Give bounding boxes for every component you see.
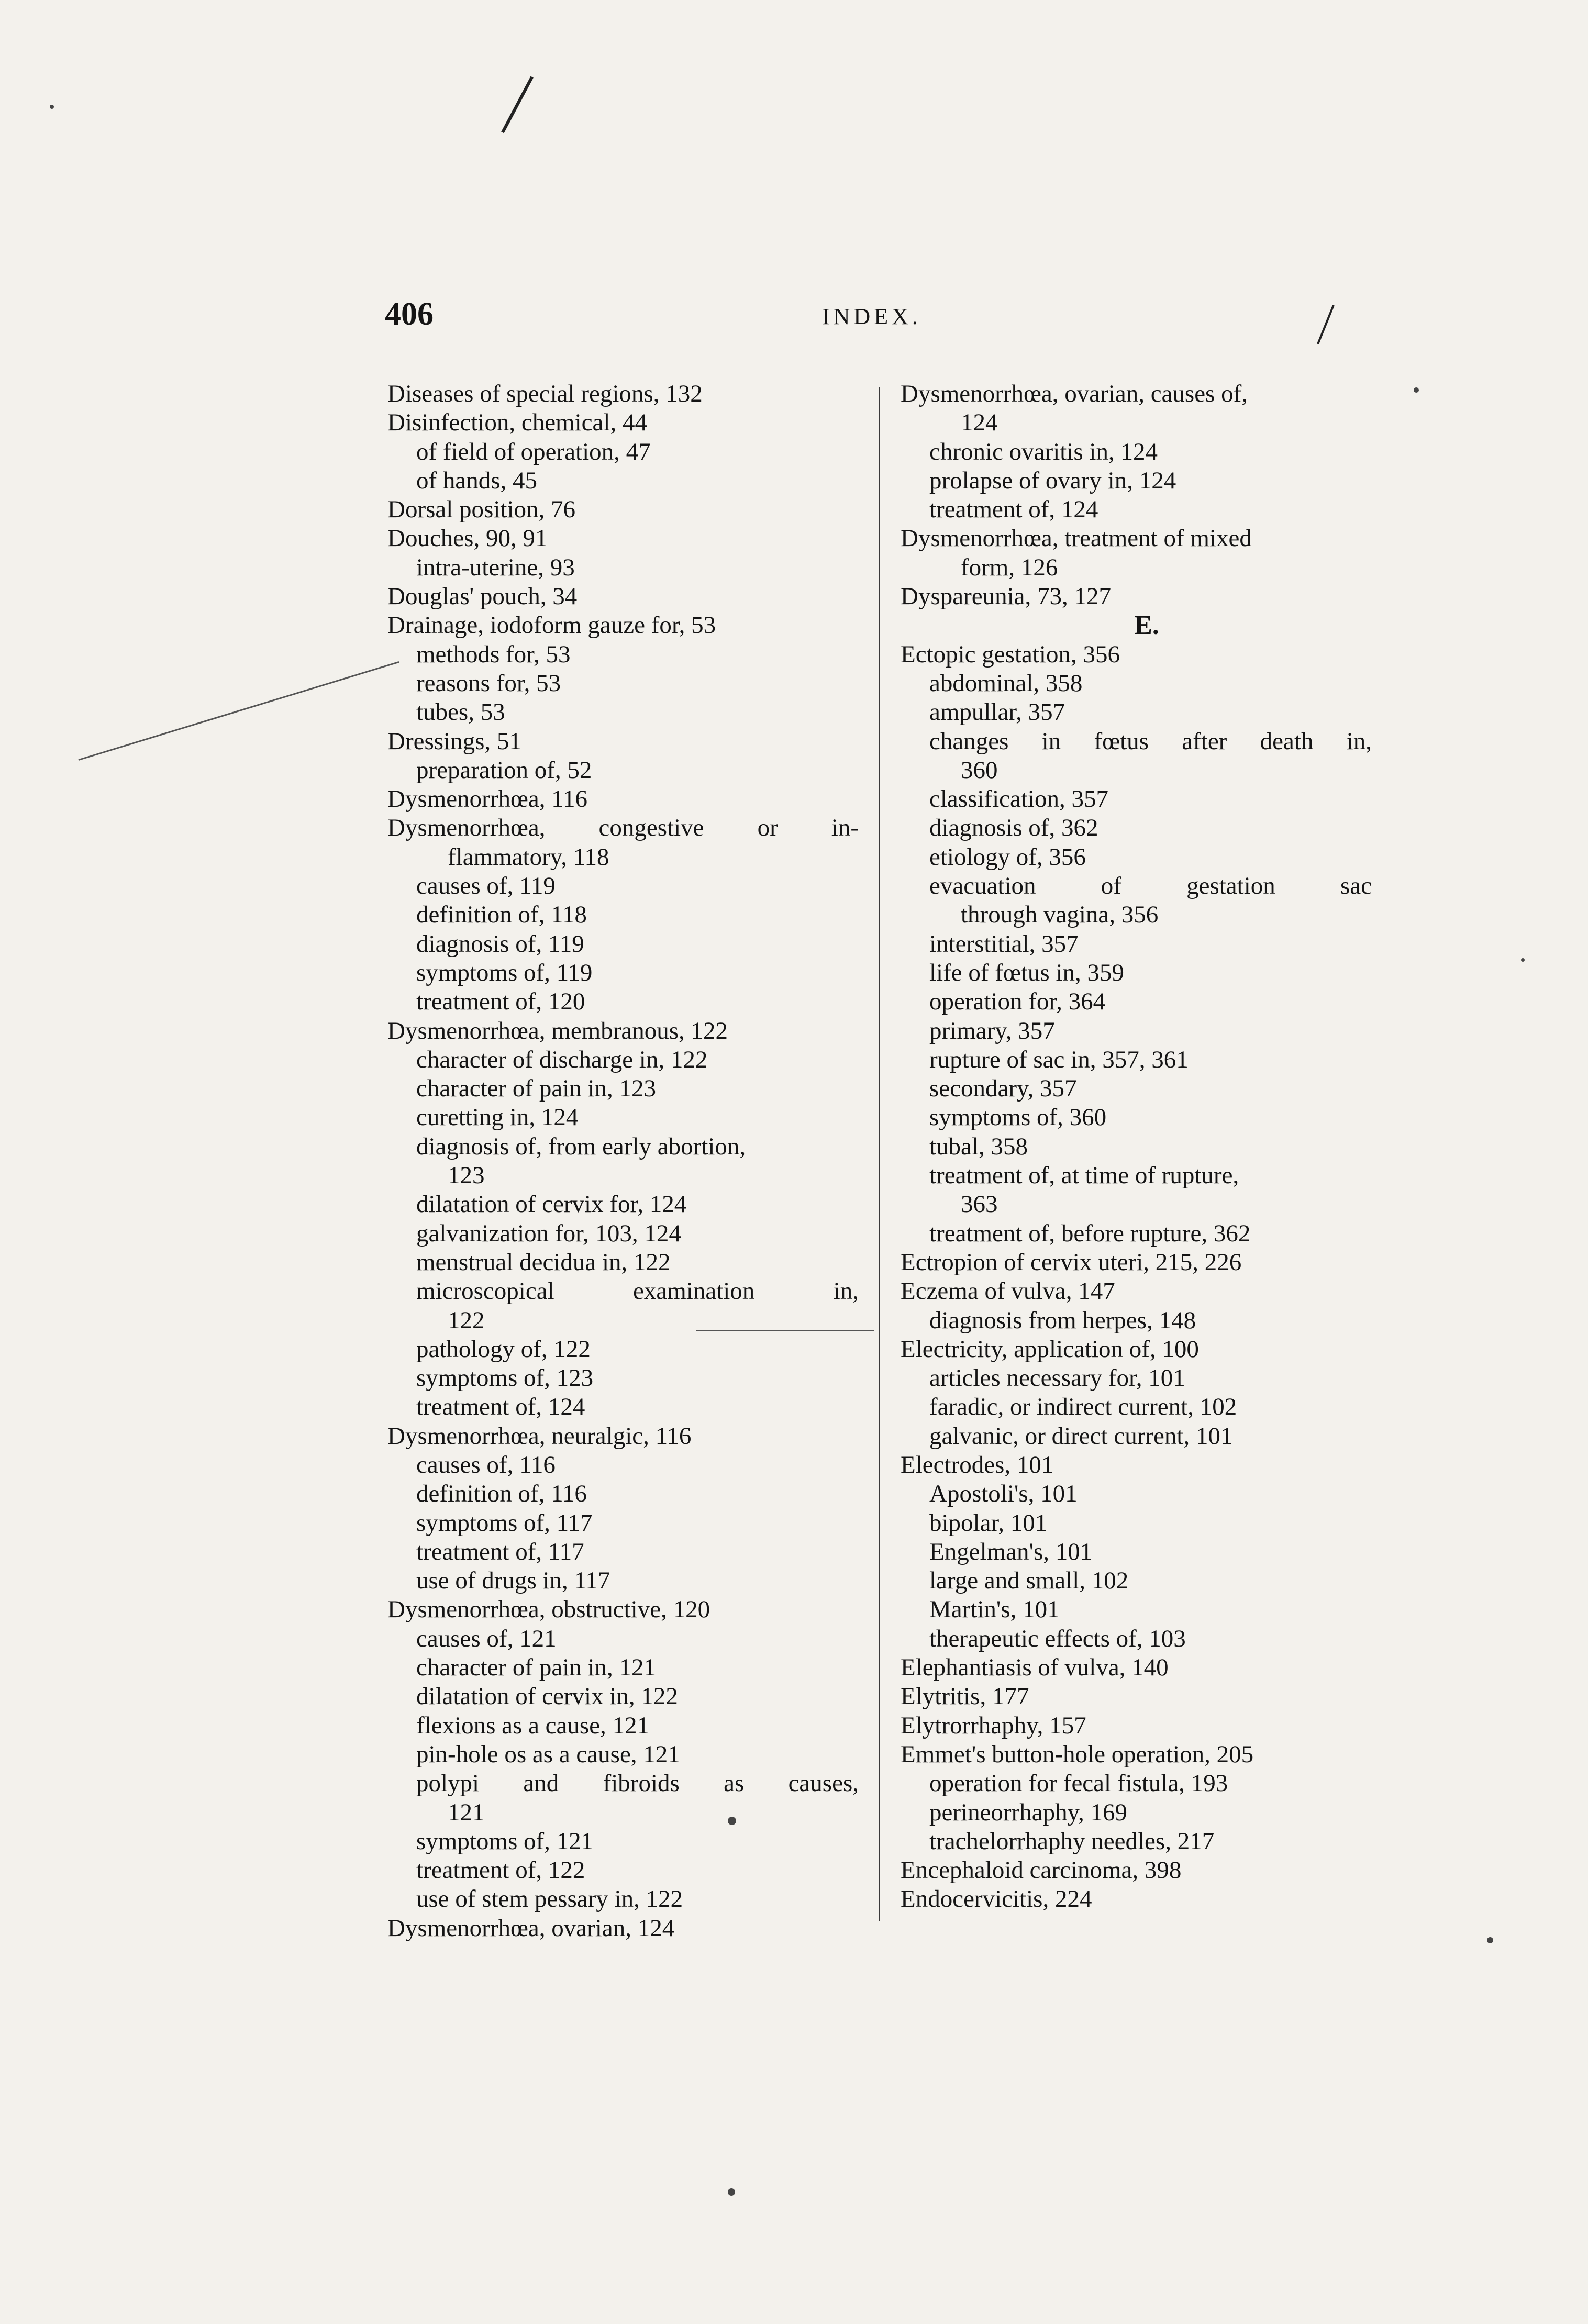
index-subentry: treatment of, before rupture, 362 xyxy=(929,1219,1251,1247)
index-subentry: 122 xyxy=(448,1306,485,1334)
index-subentry: tubes, 53 xyxy=(416,698,505,726)
page-number: 406 xyxy=(385,296,434,332)
index-subentry: character of pain in, 123 xyxy=(416,1075,657,1103)
index-entry: Electricity, application of, 100 xyxy=(901,1335,1199,1363)
index-entry: Elephantiasis of vulva, 140 xyxy=(901,1654,1169,1682)
index-entry: Dysmenorrhœa, 116 xyxy=(387,785,588,813)
index-entry: Douglas' pouch, 34 xyxy=(387,583,578,610)
index-subentry: of field of operation, 47 xyxy=(416,438,651,465)
index-subentry: diagnosis of, 119 xyxy=(416,930,584,958)
index-entry: Drainage, iodoform gauze for, 53 xyxy=(387,611,716,639)
index-entry: Emmet's button-hole operation, 205 xyxy=(901,1740,1254,1768)
index-entry: Diseases of special regions, 132 xyxy=(387,380,703,407)
index-subentry: rupture of sac in, 357, 361 xyxy=(929,1046,1189,1073)
index-entry: Elytrorrhaphy, 157 xyxy=(901,1711,1086,1739)
index-subentry: causes of, 116 xyxy=(416,1451,556,1478)
index-subentry: pathology of, 122 xyxy=(416,1335,591,1363)
index-subentry: flammatory, 118 xyxy=(448,843,609,871)
index-subentry: of hands, 45 xyxy=(416,466,538,494)
index-subentry: operation for fecal fistula, 193 xyxy=(929,1770,1228,1797)
index-subentry: treatment of, 122 xyxy=(416,1856,585,1884)
index-subentry: treatment of, 120 xyxy=(416,988,585,1016)
index-subentry: treatment of, 117 xyxy=(416,1538,584,1565)
index-subentry: character of discharge in, 122 xyxy=(416,1046,708,1073)
index-entry: Ectropion of cervix uteri, 215, 226 xyxy=(901,1248,1242,1276)
index-subentry: tubal, 358 xyxy=(929,1132,1028,1160)
index-column-left xyxy=(387,380,859,1943)
index-subentry: etiology of, 356 xyxy=(929,843,1086,871)
index-subentry: faradic, or indirect current, 102 xyxy=(929,1393,1237,1421)
index-subentry: symptoms of, 119 xyxy=(416,959,593,986)
index-subentry: Engelman's, 101 xyxy=(929,1538,1093,1565)
index-subentry: diagnosis from herpes, 148 xyxy=(929,1306,1196,1334)
index-subentry: pin-hole os as a cause, 121 xyxy=(416,1740,680,1768)
index-entry: Dysmenorrhœa, membranous, 122 xyxy=(387,1017,728,1044)
index-entry: Disinfection, chemical, 44 xyxy=(387,409,647,437)
index-subentry: polypi and fibroids as causes, xyxy=(416,1770,859,1797)
index-subentry: trachelorrhaphy needles, 217 xyxy=(929,1827,1215,1855)
index-subentry: articles necessary for, 101 xyxy=(929,1364,1185,1392)
index-entry: Dysmenorrhœa, treatment of mixed xyxy=(901,525,1252,552)
index-subentry: ampullar, 357 xyxy=(929,698,1065,726)
index-subentry: through vagina, 356 xyxy=(961,901,1159,929)
index-subentry: galvanic, or direct current, 101 xyxy=(929,1422,1233,1450)
scan-speck xyxy=(728,2188,735,2196)
scan-mark xyxy=(501,76,534,134)
index-entry: Dysmenorrhœa, ovarian, 124 xyxy=(387,1914,675,1942)
index-subentry: evacuation of gestation sac xyxy=(929,872,1372,900)
index-subentry: menstrual decidua in, 122 xyxy=(416,1248,671,1276)
scan-speck xyxy=(1414,387,1419,393)
index-entry: Endocervicitis, 224 xyxy=(901,1885,1092,1913)
scan-speck xyxy=(50,105,54,109)
index-entry: Dysmenorrhœa, ovarian, causes of, xyxy=(901,380,1248,407)
index-subentry: bipolar, 101 xyxy=(929,1509,1048,1537)
index-subentry: 363 xyxy=(961,1191,998,1218)
index-subentry: dilatation of cervix in, 122 xyxy=(416,1683,678,1710)
index-subentry: diagnosis of, 362 xyxy=(929,814,1098,842)
index-subentry: intra-uterine, 93 xyxy=(416,553,575,581)
index-subentry: perineorrhaphy, 169 xyxy=(929,1798,1128,1826)
index-subentry: life of fœtus in, 359 xyxy=(929,959,1125,986)
index-subentry: changes in fœtus after death in, xyxy=(929,727,1372,755)
index-column-right xyxy=(901,380,1372,1914)
index-subentry: dilatation of cervix for, 124 xyxy=(416,1191,687,1218)
index-subentry: 123 xyxy=(448,1162,485,1189)
index-subentry: treatment of, 124 xyxy=(416,1393,585,1421)
index-subentry: operation for, 364 xyxy=(929,988,1106,1016)
index-subentry: microscopical examination in, xyxy=(416,1277,859,1305)
index-entry: Dressings, 51 xyxy=(387,727,521,755)
index-entry: Dysmenorrhœa, congestive or in- xyxy=(387,814,859,842)
index-subentry: interstitial, 357 xyxy=(929,930,1079,958)
index-subentry: secondary, 357 xyxy=(929,1075,1077,1103)
index-subentry: prolapse of ovary in, 124 xyxy=(929,466,1176,494)
index-entry: Eczema of vulva, 147 xyxy=(901,1277,1115,1305)
index-subentry: diagnosis of, from early abortion, xyxy=(416,1132,746,1160)
index-entry: Electrodes, 101 xyxy=(901,1451,1054,1478)
scan-speck xyxy=(728,1817,736,1825)
scan-mark xyxy=(79,661,399,761)
index-subentry: flexions as a cause, 121 xyxy=(416,1711,650,1739)
index-subentry: methods for, 53 xyxy=(416,640,571,668)
index-entry: Douches, 90, 91 xyxy=(387,525,548,552)
running-title: INDEX. xyxy=(822,304,921,329)
index-subentry: 121 xyxy=(448,1798,485,1826)
index-subentry: use of drugs in, 117 xyxy=(416,1567,610,1595)
index-subentry: symptoms of, 360 xyxy=(929,1104,1107,1131)
page-header xyxy=(385,296,1327,343)
index-subentry: curetting in, 124 xyxy=(416,1104,579,1131)
index-subentry: causes of, 119 xyxy=(416,872,556,900)
index-entry: Encephaloid carcinoma, 398 xyxy=(901,1856,1182,1884)
index-entry: Elytritis, 177 xyxy=(901,1683,1029,1710)
scan-mark xyxy=(696,1330,874,1331)
index-subentry: Apostoli's, 101 xyxy=(929,1480,1078,1508)
scan-speck xyxy=(1487,1937,1493,1943)
index-subentry: large and small, 102 xyxy=(929,1567,1129,1595)
index-subentry: abdominal, 358 xyxy=(929,669,1083,697)
index-subentry: symptoms of, 123 xyxy=(416,1364,594,1392)
index-subentry: galvanization for, 103, 124 xyxy=(416,1219,681,1247)
index-entry: Dysmenorrhœa, obstructive, 120 xyxy=(387,1596,710,1624)
column-divider xyxy=(879,387,880,1921)
index-subentry: symptoms of, 117 xyxy=(416,1509,593,1537)
index-subentry: 124 xyxy=(961,409,998,437)
index-subentry: use of stem pessary in, 122 xyxy=(416,1885,683,1913)
index-entry: Dorsal position, 76 xyxy=(387,496,576,524)
index-subentry: form, 126 xyxy=(961,553,1058,581)
index-subentry: 360 xyxy=(961,756,998,784)
index-subentry: preparation of, 52 xyxy=(416,756,592,784)
index-subentry: definition of, 118 xyxy=(416,901,587,929)
index-letter-heading: E. xyxy=(1134,610,1159,641)
scan-speck xyxy=(1521,958,1525,962)
index-subentry: chronic ovaritis in, 124 xyxy=(929,438,1158,465)
index-subentry: Martin's, 101 xyxy=(929,1596,1060,1624)
index-subentry: primary, 357 xyxy=(929,1017,1055,1044)
index-subentry: character of pain in, 121 xyxy=(416,1654,657,1682)
index-subentry: treatment of, at time of rupture, xyxy=(929,1162,1239,1189)
index-entry: Dyspareunia, 73, 127 xyxy=(901,583,1112,610)
index-subentry: classification, 357 xyxy=(929,785,1108,813)
index-subentry: causes of, 121 xyxy=(416,1625,557,1652)
index-subentry: treatment of, 124 xyxy=(929,496,1098,524)
index-entry: Ectopic gestation, 356 xyxy=(901,640,1120,668)
index-subentry: therapeutic effects of, 103 xyxy=(929,1625,1186,1652)
index-subentry: symptoms of, 121 xyxy=(416,1827,594,1855)
index-subentry: reasons for, 53 xyxy=(416,669,561,697)
index-entry: Dysmenorrhœa, neuralgic, 116 xyxy=(387,1422,692,1450)
index-subentry: definition of, 116 xyxy=(416,1480,587,1508)
